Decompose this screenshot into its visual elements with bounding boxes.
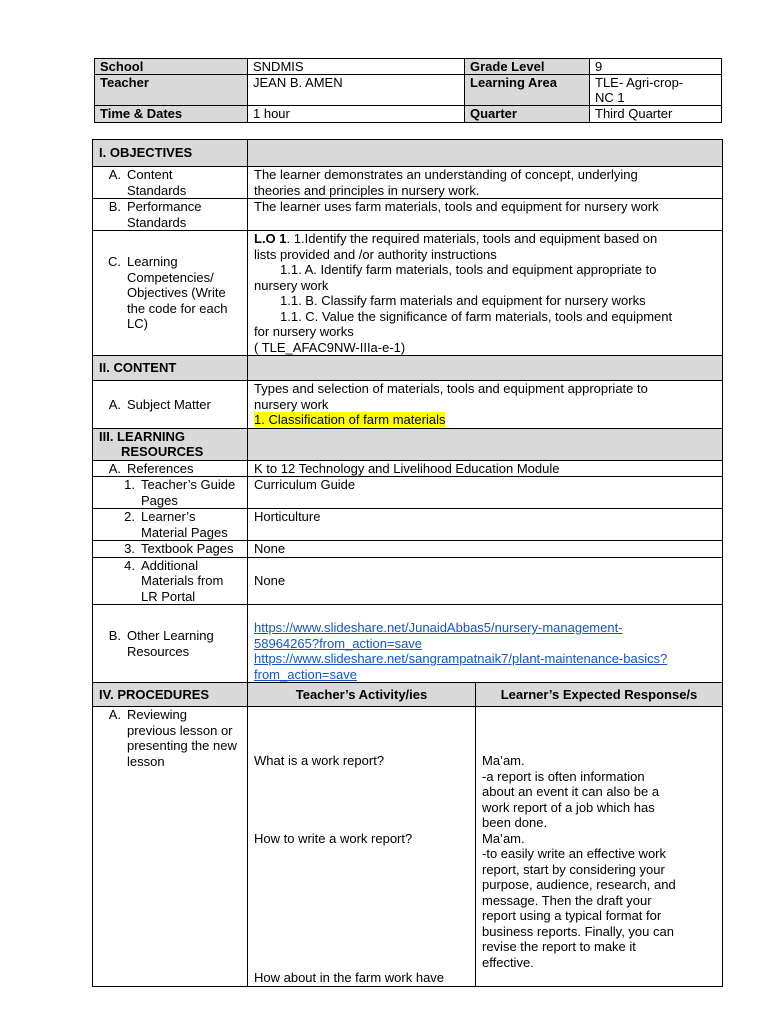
resource-link-nursery-management[interactable]: https://www.slideshare.net/JunaidAbbas5/nursery-management- 58964265?from_action=save <box>254 620 623 651</box>
procedures-heading: IV. PROCEDURES <box>93 683 248 707</box>
quarter-label: Quarter <box>465 106 590 123</box>
learners-material-label: 2. Learner’s Material Pages <box>93 509 248 541</box>
subject-matter-label: A. Subject Matter <box>93 381 248 429</box>
additional-materials-label: 4. Additional Materials from LR Portal <box>93 557 248 605</box>
other-resources-links <box>248 605 723 683</box>
teacher-value: JEAN B. AMEN <box>248 75 465 106</box>
content-heading: II. CONTENT <box>93 356 248 381</box>
other-resources-label: B. Other Learning Resources <box>93 605 248 683</box>
learning-resources-heading: III. LEARNING RESOURCES <box>93 428 248 460</box>
references-value: K to 12 Technology and Livelihood Education Module <box>248 460 723 477</box>
reviewing-lesson-label: A. Reviewing previous lesson or presenting the new lesson <box>93 707 248 987</box>
question-1: What is a work report? <box>254 753 385 768</box>
learning-area-value: TLE- Agri-crop- NC 1 <box>590 75 722 106</box>
grade-level-label: Grade Level <box>465 59 590 75</box>
response-1: Ma’am. -a report is often information about an event it can also be a work report of a job which has been done. <box>482 753 660 830</box>
content-standards-label: A. Content Standards <box>93 167 248 199</box>
time-dates-value: 1 hour <box>248 106 465 123</box>
grade-level-value: 9 <box>590 59 722 75</box>
quarter-value: Third Quarter <box>590 106 722 123</box>
school-value: SNDMIS <box>248 59 465 75</box>
time-dates-label: Time & Dates <box>95 106 248 123</box>
learner-response-cell <box>476 707 723 987</box>
textbook-pages-label: 3. Textbook Pages <box>93 541 248 558</box>
learning-area-label: Learning Area <box>465 75 590 106</box>
teacher-label: Teacher <box>95 75 248 106</box>
learning-competencies-label: C. Learning Competencies/ Objectives (Write the code for each LC) <box>93 231 248 356</box>
resource-link-plant-maintenance[interactable]: https://www.slideshare.net/sangrampatnaik7/plant-maintenance-basics? from_action=save <box>254 651 668 682</box>
question-3: How about in the farm work have <box>254 970 445 985</box>
question-2: How to write a work report? <box>254 830 413 846</box>
performance-standards-label: B. Performance Standards <box>93 199 248 231</box>
learners-material-value: Horticulture <box>248 509 723 541</box>
subject-matter-text: Types and selection of materials, tools and equipment appropriate to nursery work 1. Classification of farm materials <box>248 381 723 429</box>
references-label: A. References <box>93 460 248 477</box>
header-info-table <box>94 58 722 123</box>
performance-standards-text: The learner uses farm materials, tools and equipment for nursery work <box>248 199 723 231</box>
teacher-activity-cell <box>248 707 476 987</box>
response-2: Ma’am. -to easily write an effective work report, start by considering your purpose, audience, research, and message. Then the draft your report using a typical format for business reports. Finally, you can revise the report to make it effective. <box>482 830 676 970</box>
objectives-heading: I. OBJECTIVES <box>93 140 248 167</box>
teachers-guide-value: Curriculum Guide <box>248 477 723 509</box>
teacher-activity-header: Teacher’s Activity/ies <box>248 683 476 707</box>
school-label: School <box>95 59 248 75</box>
lesson-plan-table <box>92 139 723 987</box>
learner-response-header: Learner’s Expected Response/s <box>476 683 723 707</box>
content-standards-text: The learner demonstrates an understanding of concept, underlying theories and principles in nursery work. <box>248 167 723 199</box>
textbook-pages-value: None <box>248 541 723 558</box>
highlighted-topic: 1. Classification of farm materials <box>254 412 446 427</box>
additional-materials-value: None <box>248 557 723 605</box>
teachers-guide-label: 1. Teacher’s Guide Pages <box>93 477 248 509</box>
learning-competencies-text: L.O 1. 1.Identify the required materials, tools and equipment based on lists provided and /or authority instructions 1.1. A. Identify farm materials, tools and equipment appropriate to nursery work 1.1. B. Classify farm materials and equipment for nursery works 1.1. C. Value the significance of farm materials, tools and equipment for nursery works ( TLE_AFAC9NW-IIIa-e-1) <box>248 231 723 356</box>
